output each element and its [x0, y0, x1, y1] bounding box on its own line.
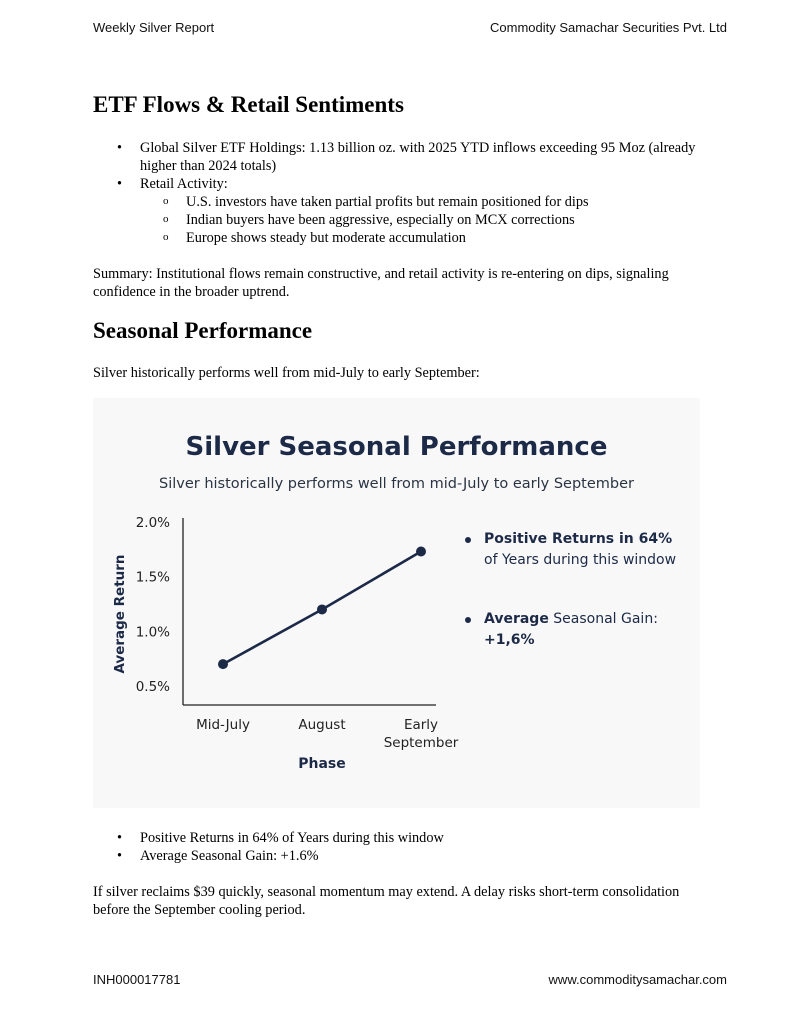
header-company-name: Commodity Samachar Securities Pvt. Ltd — [490, 20, 727, 35]
annotation-bold: Positive Returns in 64% — [484, 531, 673, 547]
retail-sub-list — [140, 193, 713, 247]
footer-website: www.commoditysamachar.com — [548, 972, 727, 987]
sub-list-item: o Indian buyers have been aggressive, especially on MCX corrections — [140, 211, 713, 229]
chart-annotation — [465, 609, 685, 651]
y-tick-label: 0.5% — [135, 679, 170, 695]
seasonal-chart — [93, 398, 700, 808]
footer-registration-number: INH000017781 — [93, 972, 181, 987]
annotation-value: +1,6% — [484, 632, 535, 648]
closing-paragraph: If silver reclaims $39 quickly, seasonal momentum may extend. A delay risks short-term consolidation before the September cooling period. — [93, 884, 680, 918]
list-item — [93, 175, 713, 247]
summary-paragraph: Summary: Institutional flows remain constructive, and retail activity is re-entering on dips, signaling confidence in the broader uptrend. — [93, 266, 669, 300]
list-item: • Average Seasonal Gain: +1.6% — [93, 847, 713, 865]
annotation-text: of Years during this window — [484, 552, 677, 568]
list-item-label: Retail Activity: — [140, 176, 228, 192]
y-tick-label: 1.0% — [135, 624, 170, 641]
etf-bullet-list — [93, 139, 713, 247]
seasonal-bullet-list — [93, 829, 713, 865]
chart-title: Silver Seasonal Performance — [185, 432, 608, 462]
bullet-dot — [465, 617, 471, 623]
y-tick-label: 2.0% — [135, 515, 170, 531]
x-tick-label: September — [383, 735, 459, 751]
data-point — [416, 547, 426, 557]
chart-plot — [93, 398, 700, 808]
annotation-bold: Average — [484, 611, 549, 627]
x-tick-label: August — [298, 717, 346, 733]
y-tick-label: 1.5% — [135, 569, 170, 586]
data-point — [317, 604, 327, 614]
data-point — [218, 659, 228, 669]
list-item: • Global Silver ETF Holdings: 1.13 billion oz. with 2025 YTD inflows exceeding 95 Moz (already higher than 2024 totals) — [93, 139, 713, 175]
section-title-seasonal: Seasonal Performance — [93, 318, 313, 343]
list-item: • Positive Returns in 64% of Years during this window — [93, 829, 713, 847]
y-axis-label: Average Return — [112, 554, 128, 674]
bullet-dot — [465, 537, 471, 543]
x-tick-label: Early — [403, 717, 439, 733]
section-title-etf-flows: ETF Flows & Retail Sentiments — [93, 92, 404, 117]
sub-list-item: o Europe shows steady but moderate accumulation — [140, 229, 713, 247]
x-axis-label: Phase — [298, 756, 346, 772]
chart-subtitle: Silver historically performs well from mid-July to early September — [159, 476, 634, 492]
annotation-text: Seasonal Gain: — [548, 611, 658, 627]
intro-paragraph: Silver historically performs well from mid-July to early September: — [93, 365, 480, 381]
sub-list-item: o U.S. investors have taken partial profits but remain positioned for dips — [140, 193, 713, 211]
chart-annotation — [465, 529, 685, 571]
x-tick-label: Mid-July — [196, 717, 250, 733]
header-report-title: Weekly Silver Report — [93, 20, 215, 35]
